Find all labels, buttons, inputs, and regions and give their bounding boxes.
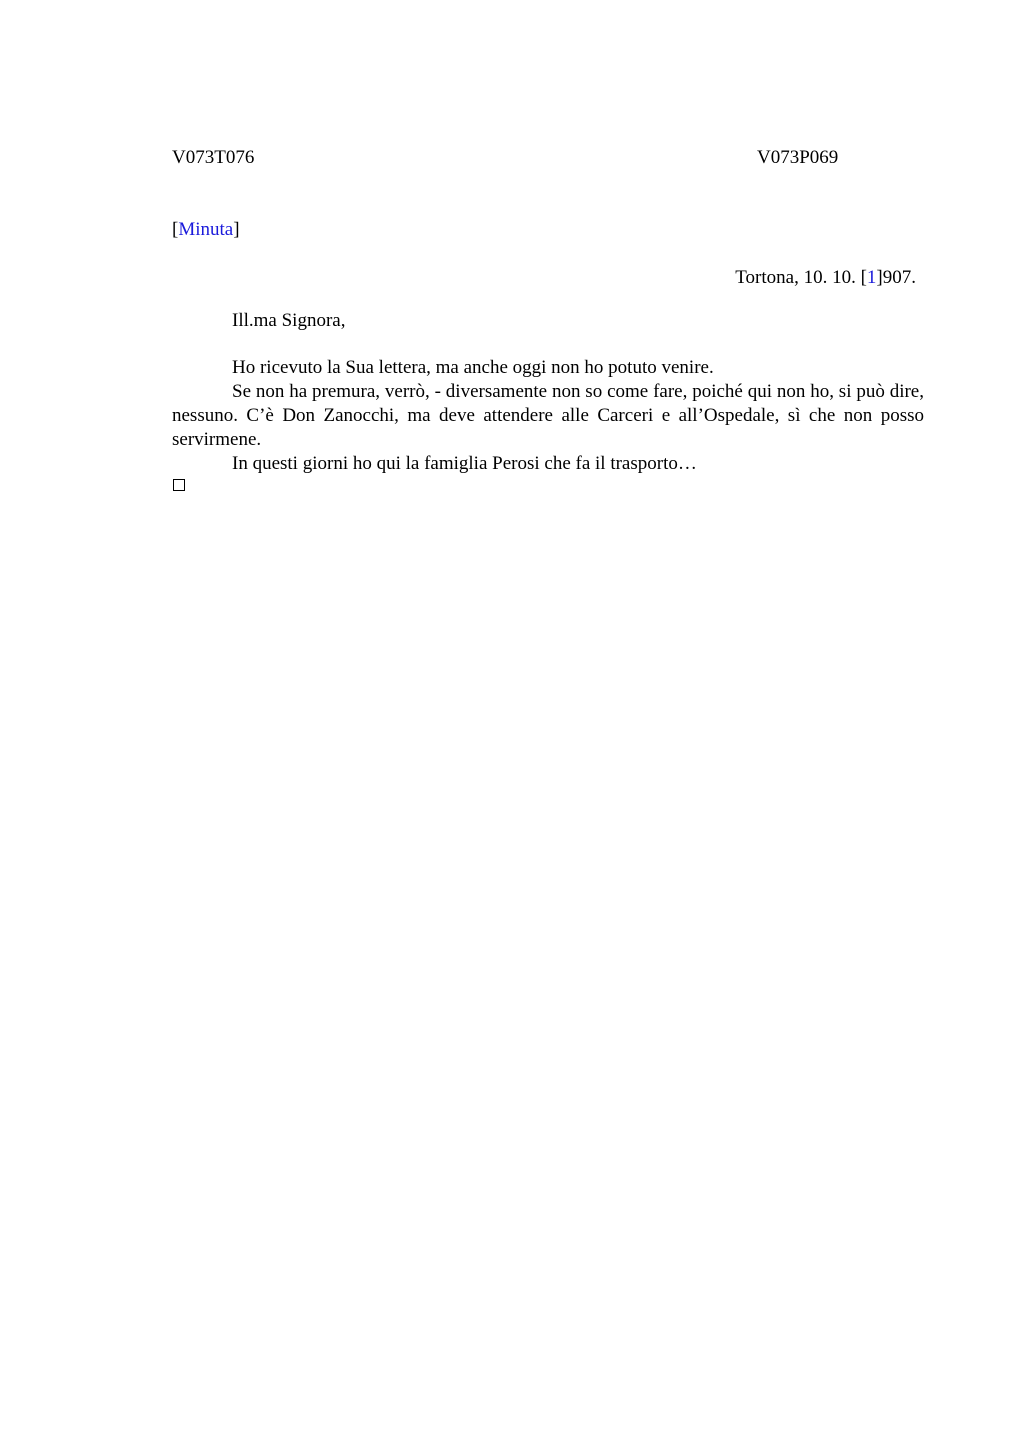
- minuta-close-bracket: ]: [233, 219, 240, 240]
- document-code-left: V073T076: [172, 147, 255, 168]
- letter-paragraph: In questi giorni ho qui la famiglia Perosi che fa il trasporto…: [232, 453, 697, 474]
- dateline-suffix: ]907.: [876, 267, 916, 288]
- dateline: [735, 266, 916, 290]
- footnote-link[interactable]: 1: [866, 267, 877, 288]
- document-code-right: V073P069: [757, 147, 839, 168]
- empty-square-icon: [173, 479, 185, 491]
- letter-body: [172, 356, 924, 476]
- letter-paragraph: Se non ha premura, verrò, - diversamente non so come fare, poiché qui non ho, si può dire, nessuno. C’è Don Zanocchi, ma deve attendere alle Carceri e all’Ospedale, sì che non posso servirmene.: [172, 381, 924, 450]
- minuta-link[interactable]: Minuta: [178, 219, 234, 240]
- minuta-open-bracket: [: [172, 219, 179, 240]
- dateline-prefix: Tortona, 10. 10. [: [735, 267, 867, 288]
- letter-paragraph: Ho ricevuto la Sua lettera, ma anche oggi non ho potuto venire.: [232, 357, 714, 378]
- minuta-label: [172, 218, 240, 242]
- salutation: Ill.ma Signora,: [232, 310, 346, 331]
